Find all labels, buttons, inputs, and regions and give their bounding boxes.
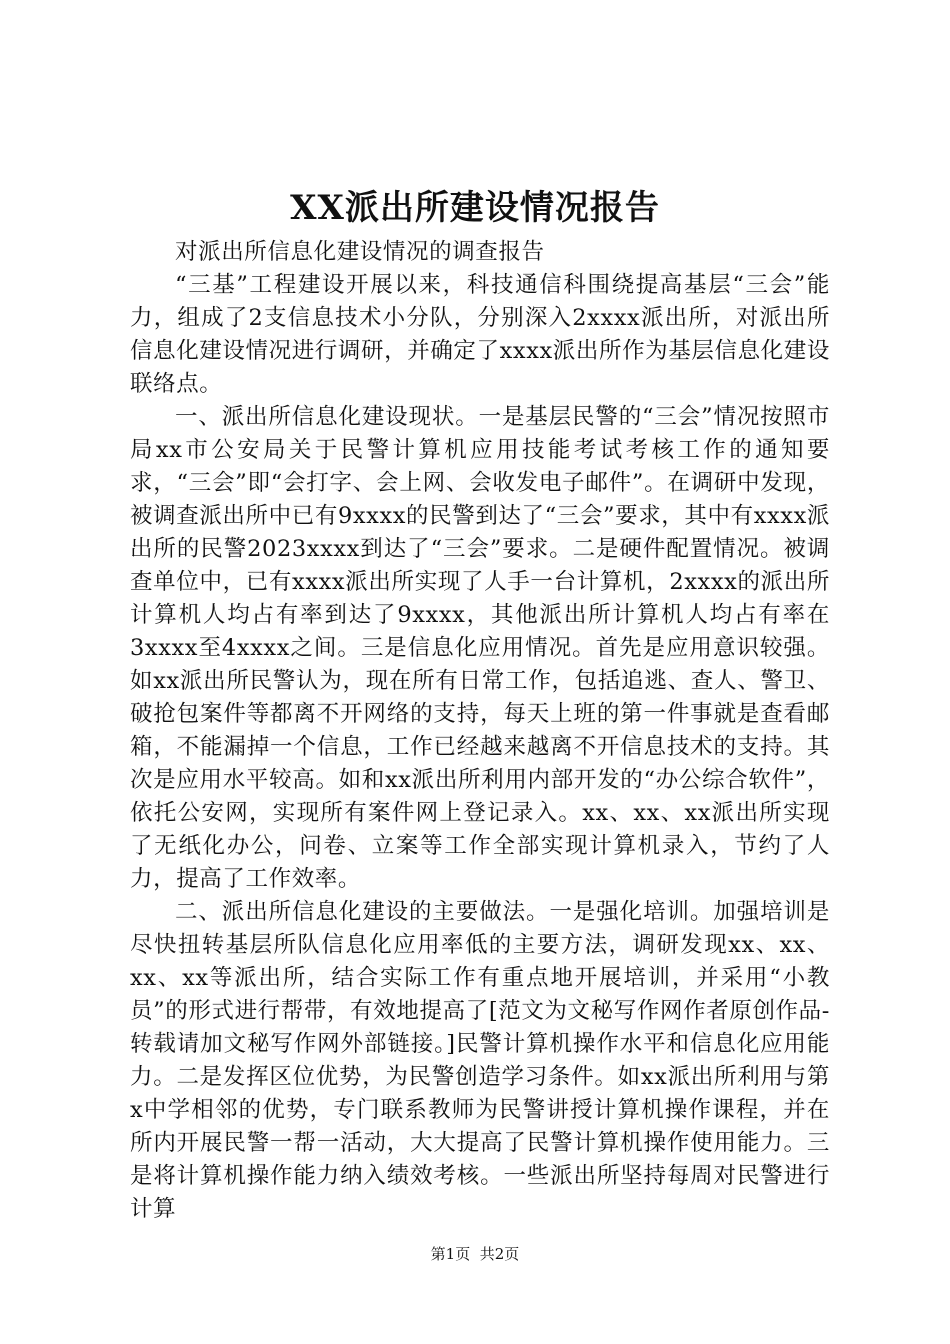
document-body — [130, 236, 830, 1226]
page-footer — [0, 1243, 950, 1265]
body-paragraph: 二、派出所信息化建设的主要做法。一是强化培训。加强培训是尽快扭转基层所队信息化应用率低的主要方法，调研发现xx、xx、xx、xx等派出所，结合实际工作有重点地开展培训，并采用“小教员”的形式进行帮带，有效地提高了[范文为文秘写作网作者原创作品-转载请加文秘写作网外部链接。]民警计算机操作水平和信息化应用能力。二是发挥区位优势，为民警创造学习条件。如xx派出所利用与第x中学相邻的优势，专门联系教师为民警讲授计算机操作课程，并在所内开展民警一帮一活动，大大提高了民警计算机操作使用能力。三是将计算机操作能力纳入绩效考核。一些派出所坚持每周对民警进行计算 — [130, 899, 830, 1222]
page-number: 第1页 — [430, 1245, 471, 1263]
page-total: 共2页 — [479, 1245, 520, 1263]
body-paragraph: “三基”工程建设开展以来，科技通信科围绕提高基层“三会”能力，组成了2支信息技术小分队，分别深入2xxxx派出所，对派出所信息化建设情况进行调研，并确定了xxxx派出所作为基层信息化建设联络点。 — [130, 272, 830, 397]
body-paragraph: 对派出所信息化建设情况的调查报告 — [175, 239, 545, 265]
body-paragraph: 一、派出所信息化建设现状。一是基层民警的“三会”情况按照市局xx市公安局关于民警计算机应用技能考试考核工作的通知要求，“三会”即“会打字、会上网、会收发电子邮件”。在调研中发现，被调查派出所中已有9xxxx的民警到达了“三会”要求，其中有xxxx派出所的民警2023xxxx到达了“三会”要求。二是硬件配置情况。被调查单位中，已有xxxx派出所实现了人手一台计算机，2xxxx的派出所计算机人均占有率到达了9xxxx，其他派出所计算机人均占有率在3xxxx至4xxxx之间。三是信息化应用情况。首先是应用意识较强。如xx派出所民警认为，现在所有日常工作，包括追逃、查人、警卫、破抢包案件等都离不开网络的支持，每天上班的第一件事就是查看邮箱，不能漏掉一个信息，工作已经越来越离不开信息技术的支持。其次是应用水平较高。如和xx派出所利用内部开发的“办公综合软件”，依托公安网，实现所有案件网上登记录入。xx、xx、xx派出所实现了无纸化办公，问卷、立案等工作全部实现计算机录入，节约了人力，提高了工作效率。 — [130, 404, 830, 892]
document-title: XX派出所建设情况报告 — [290, 188, 660, 228]
